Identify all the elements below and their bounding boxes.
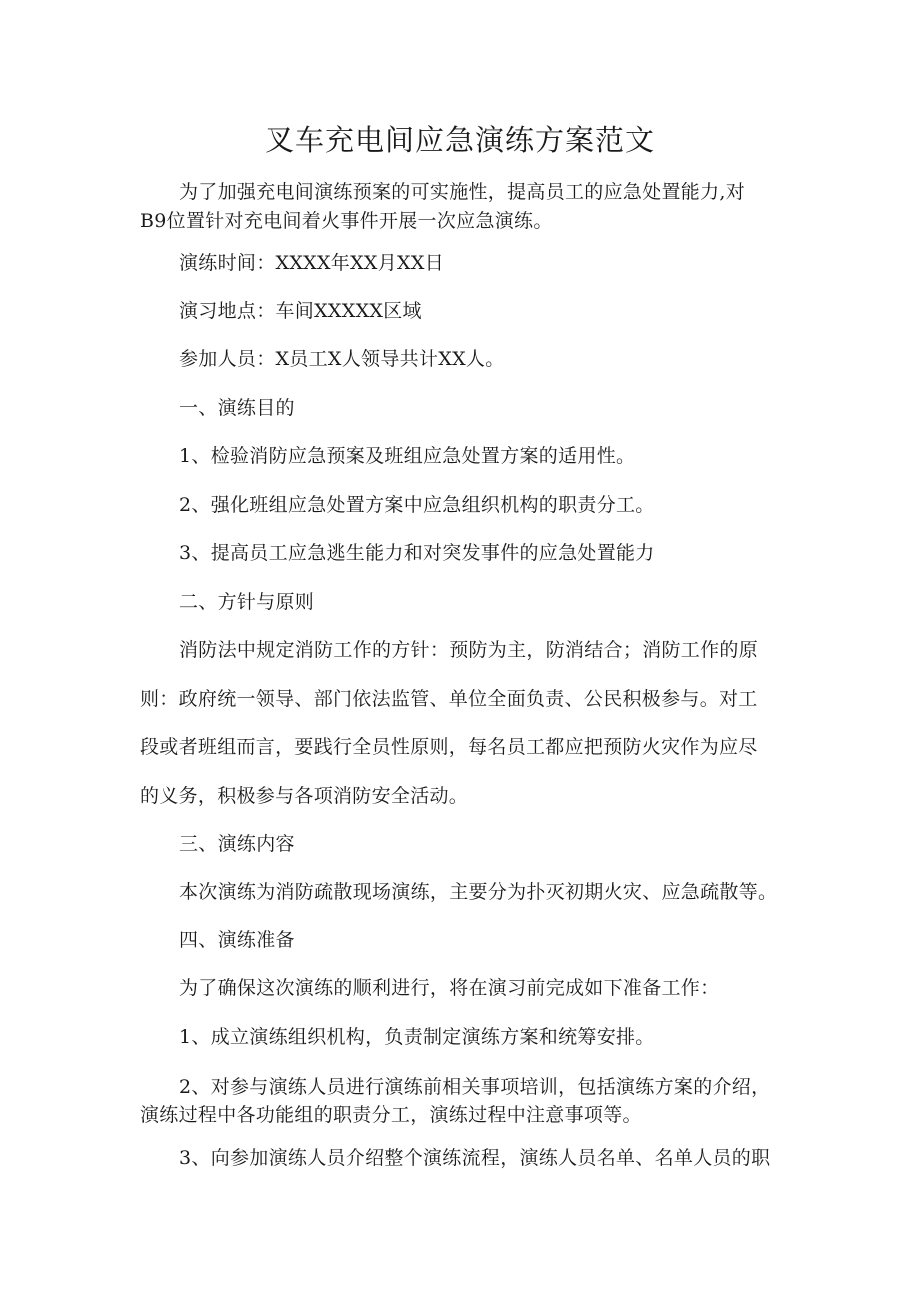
paragraph-intro-line-1: 为了加强充电间演练预案的可实施性，提高员工的应急处置能力,对	[179, 181, 746, 203]
section-heading-content: 三、演练内容	[179, 833, 295, 855]
purpose-item-2: 2、强化班组应急处置方案中应急组织机构的职责分工。	[179, 494, 655, 516]
preparation-item-1: 1、成立演练组织机构，负责制定演练方案和统筹安排。	[179, 1026, 655, 1048]
purpose-item-3: 3、提高员工应急逃生能力和对突发事件的应急处置能力	[179, 542, 655, 564]
drill-participants: 参加人员：X员工X人领导共计XX人。	[179, 348, 505, 370]
preparation-item-2-line-2: 演练过程中各功能组的职责分工，演练过程中注意事项等。	[140, 1104, 642, 1126]
principles-line-3: 段或者班组而言，要践行全员性原则，每名员工都应把预防火灾作为应尽	[140, 736, 758, 758]
purpose-item-1: 1、检验消防应急预案及班组应急处置方案的适用性。	[179, 445, 636, 467]
principles-line-4: 的义务，积极参与各项消防安全活动。	[140, 785, 469, 807]
drill-time: 演练时间：XXXX年XX月XX日	[179, 252, 445, 274]
principles-line-1: 消防法中规定消防工作的方针：预防为主，防消结合；消防工作的原	[179, 639, 759, 661]
document-title: 叉车充电间应急演练方案范文	[264, 123, 655, 157]
section-heading-purpose: 一、演练目的	[179, 397, 295, 419]
content-line-1: 本次演练为消防疏散现场演练，主要分为扑灭初期火灾、应急疏散等。	[179, 881, 778, 903]
section-heading-preparation: 四、演练准备	[179, 929, 295, 951]
paragraph-intro-line-2: B9位置针对充电间着火事件开展一次应急演练。	[140, 210, 553, 232]
principles-line-2: 则：政府统一领导、部门依法监管、单位全面负责、公民积极参与。对工	[140, 688, 758, 710]
preparation-item-3-line-1: 3、向参加演练人员介绍整个演练流程，演练人员名单、名单人员的职	[179, 1147, 771, 1169]
section-heading-principles: 二、方针与原则	[179, 591, 315, 613]
drill-location: 演习地点：车间XXXXX区域	[179, 300, 422, 322]
preparation-intro: 为了确保这次演练的顺利进行，将在演习前完成如下准备工作：	[179, 977, 720, 999]
preparation-item-2-line-1: 2、对参与演练人员进行演练前相关事项培训，包括演练方案的介绍，	[179, 1076, 771, 1098]
